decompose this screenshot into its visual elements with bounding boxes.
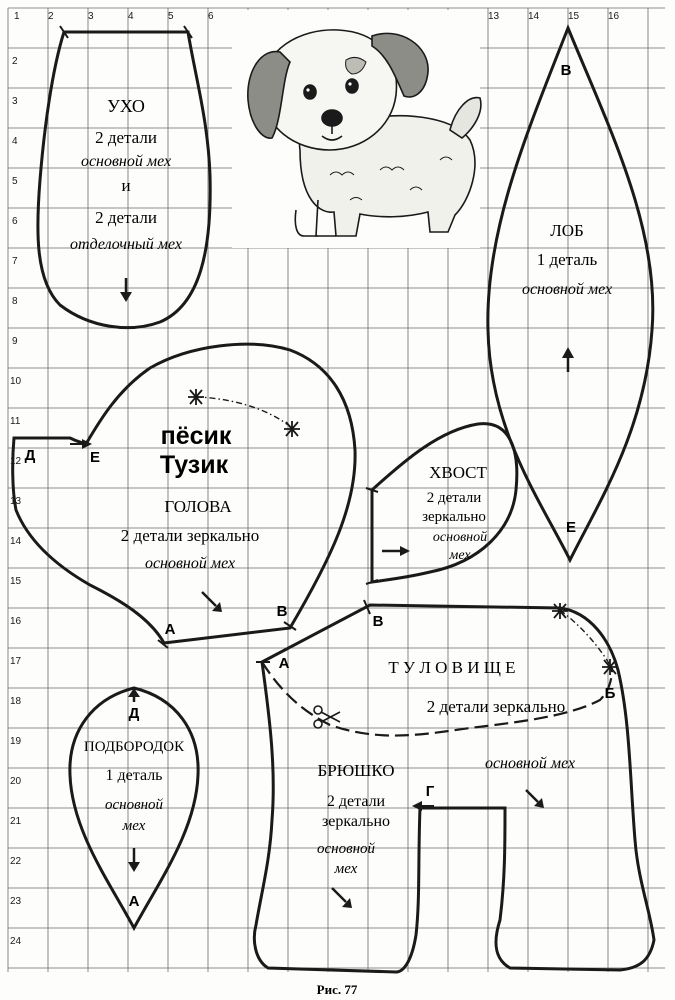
forehead-mark-v: В <box>560 62 572 79</box>
head-mark-a: А <box>164 621 176 638</box>
chin-line1: 1 деталь <box>105 767 163 784</box>
row-number: 9 <box>12 336 18 347</box>
row-number: 2 <box>12 56 18 67</box>
arrow-diagonal-icon <box>202 592 222 612</box>
head-mark-d: Д <box>24 447 36 464</box>
arrow-down-icon <box>120 278 132 302</box>
forehead-line2: основной мех <box>521 281 613 298</box>
col-number: 2 <box>48 11 54 22</box>
chin-line2: основной <box>104 797 164 813</box>
row-number: 14 <box>10 536 22 547</box>
chin-mark-a: А <box>128 893 140 910</box>
col-number: 4 <box>128 11 134 22</box>
col-number: 5 <box>168 11 174 22</box>
ear-piece <box>38 26 210 328</box>
arrow-diagonal-icon <box>332 888 352 908</box>
torso-mark-v: В <box>372 613 384 630</box>
col-number: 3 <box>88 11 94 22</box>
chin-mark-d: Д <box>128 705 140 722</box>
torso-mark-g: Г <box>425 783 435 800</box>
arrow-right-icon <box>382 546 410 556</box>
torso-title: Т У Л О В И Щ Е <box>388 658 516 677</box>
row-number: 8 <box>12 296 18 307</box>
tail-line4: мех <box>449 548 471 563</box>
head-name1: пёсик <box>160 422 232 450</box>
row-number: 13 <box>10 496 22 507</box>
forehead-mark-e: Е <box>565 519 577 536</box>
row-number: 22 <box>10 856 22 867</box>
head-mark-b: В <box>276 603 288 620</box>
row-number: 24 <box>10 936 22 947</box>
tail-title: ХВОСТ <box>429 463 487 482</box>
forehead-piece <box>488 28 653 560</box>
forehead-line1: 1 деталь <box>536 250 598 269</box>
chin-title: ПОДБОРОДОК <box>83 739 185 755</box>
col-number: 14 <box>528 11 540 22</box>
head-line2: основной мех <box>144 555 236 572</box>
head-name2: Тузик <box>159 451 229 479</box>
ear-line4: 2 детали <box>95 208 157 227</box>
torso-mark-a: А <box>278 655 290 672</box>
row-number: 15 <box>10 576 22 587</box>
figure-caption: Рис. 77 <box>316 982 358 997</box>
row-number: 3 <box>12 96 18 107</box>
belly-piece <box>317 761 395 908</box>
col-number: 15 <box>568 11 580 22</box>
chin-line3: мех <box>122 818 146 834</box>
tail-line3: основной <box>432 530 488 545</box>
row-number: 4 <box>12 136 18 147</box>
torso-line2: основной мех <box>484 755 576 772</box>
head-piece <box>13 344 355 648</box>
col-number: 6 <box>208 11 214 22</box>
row-number: 6 <box>12 216 18 227</box>
belly-line4: мех <box>334 861 358 877</box>
torso-mark-b: Б <box>604 685 616 702</box>
belly-line2: зеркально <box>321 813 391 830</box>
col-number: 1 <box>14 11 20 22</box>
belly-title: БРЮШКО <box>317 761 395 780</box>
ear-line2: основной мех <box>80 153 172 170</box>
row-number: 5 <box>12 176 18 187</box>
row-number: 20 <box>10 776 22 787</box>
row-number: 11 <box>10 416 21 427</box>
row-number: 16 <box>10 616 22 627</box>
row-number: 10 <box>10 376 22 387</box>
ear-title: УХО <box>107 96 145 116</box>
ear-line1: 2 детали <box>95 128 157 147</box>
row-number: 12 <box>10 456 22 467</box>
arrow-down-icon <box>128 848 140 872</box>
torso-piece <box>254 600 654 972</box>
belly-line3: основной <box>316 841 376 857</box>
col-number: 13 <box>488 11 500 22</box>
torso-line1: 2 детали зеркально <box>426 697 566 716</box>
row-number: 23 <box>10 896 22 907</box>
ear-line3: и <box>121 176 131 195</box>
col-number: 16 <box>608 11 620 22</box>
head-mark-e: Е <box>89 449 101 466</box>
row-number: 7 <box>12 256 18 267</box>
head-line1: 2 детали зеркально <box>120 526 260 545</box>
puppy-illustration <box>232 10 481 248</box>
arrow-diagonal-icon <box>526 790 544 808</box>
row-number: 18 <box>10 696 22 707</box>
forehead-title: ЛОБ <box>550 221 584 240</box>
head-title: ГОЛОВА <box>164 497 232 516</box>
tail-line1: 2 детали <box>426 490 482 506</box>
tail-line2: зеркально <box>422 509 486 525</box>
row-number: 21 <box>10 816 22 827</box>
belly-line1: 2 детали <box>326 793 386 810</box>
ear-line5: отделочный мех <box>70 236 182 253</box>
row-number: 19 <box>10 736 22 747</box>
row-number: 17 <box>10 656 22 667</box>
